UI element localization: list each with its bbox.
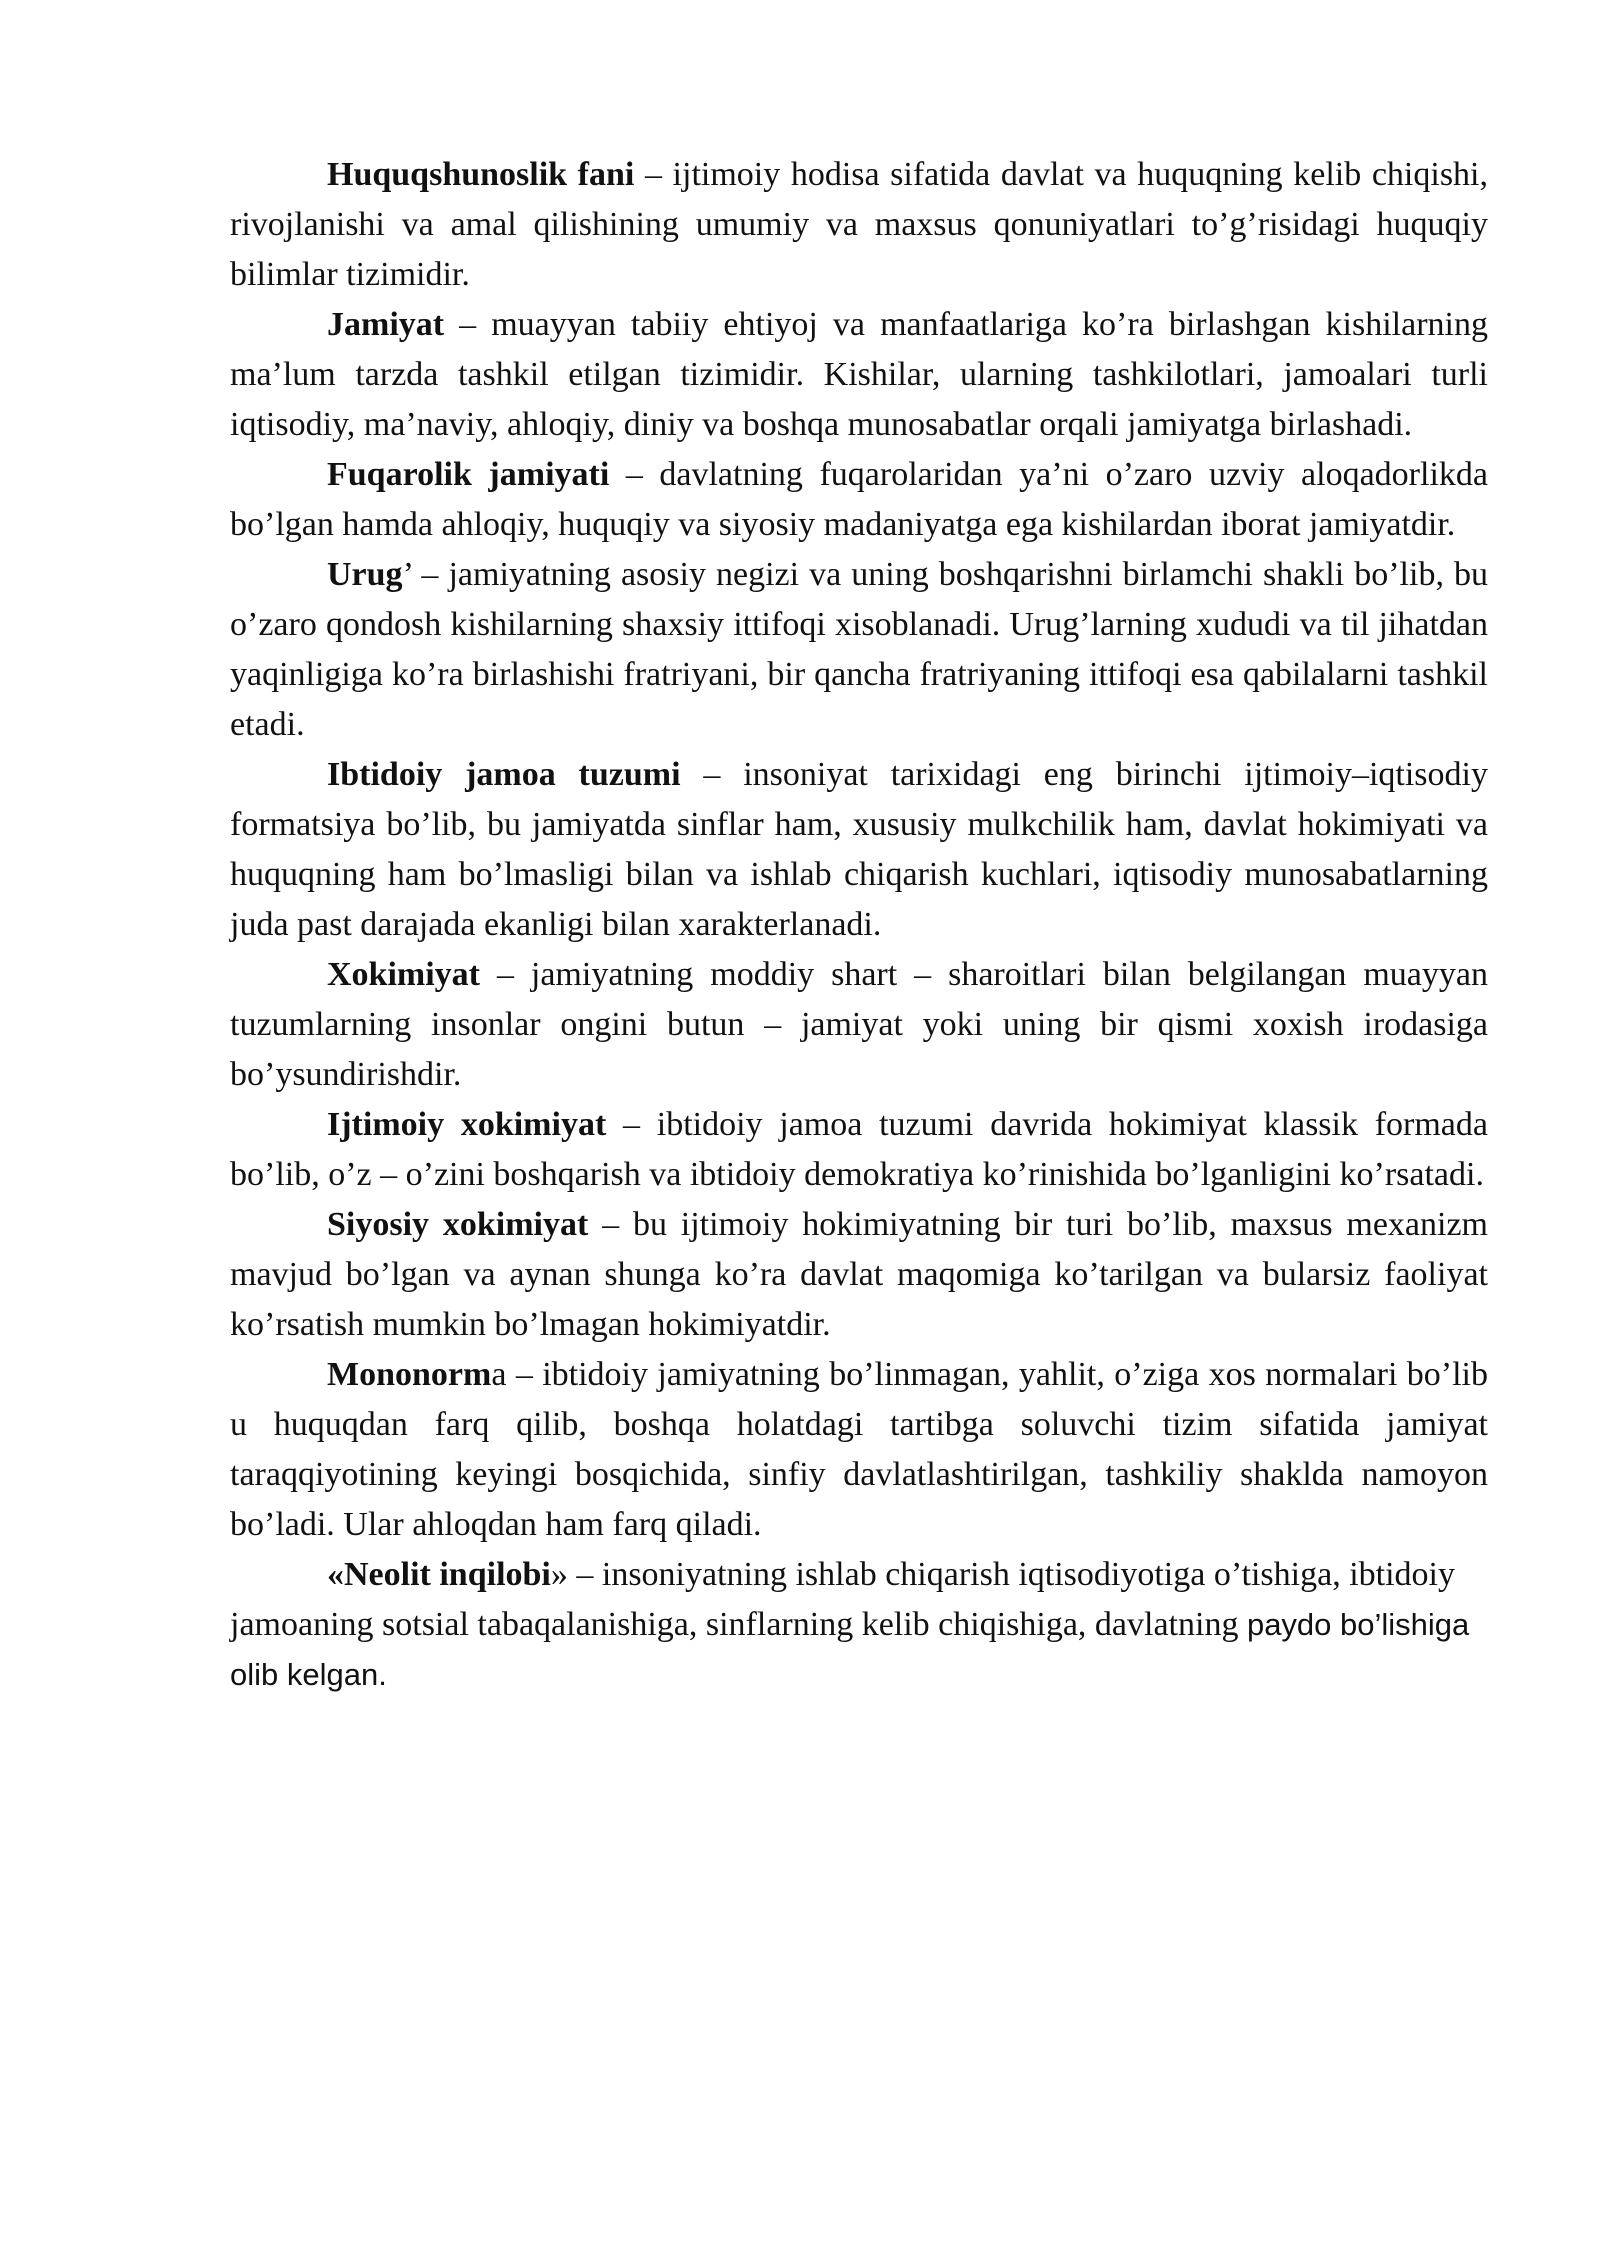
definition-text: » – insoniyatning ishlab chiqarish iqtisodiyotiga o’tishiga, ibtidoiy jamoaning sotsial tabaqalanishiga, sinflarning kelib chiqishiga, davlatning: [230, 1556, 1455, 1643]
paragraph-xokimiyat: [230, 950, 1488, 1100]
definition-text: – insoniyat tarixidagi eng birinchi ijtimoiy–iqtisodiy formatsiya bo’lib, bu jamiyatda sinflar ham, xususiy mulkchilik ham, davlat hokimiyati va huquqning ham bo’lmasligi bilan va ishlab chiqarish kuchlari, iqtisodiy munosabatlarning juda past darajada ekanligi bilan xarakterlanadi.: [230, 756, 1488, 943]
definition-text: – muayyan tabiiy ehtiyoj va manfaatlariga ko’ra birlashgan kishilarning ma’lum tarzda tashkil etilgan tizimidir. Kishilar, ularning tashkilotlari, jamoalari turli iqtisodiy, ma’naviy, ahloqiy, diniy va boshqa munosabatlar orqali jamiyatga birlashadi.: [230, 306, 1488, 443]
paragraph-fuqarolik-jamiyati: [230, 450, 1488, 550]
definition-text: ’ – jamiyatning asosiy negizi va uning boshqarishni birlamchi shakli bo’lib, bu o’zaro qondosh kishilarning shaxsiy ittifoqi xisoblanadi. Urug’larning xududi va til jihatdan yaqinligiga ko’ra birlashishi fratriyani, bir qancha fratriyaning ittifoqi esa qabilalarni tashkil etadi.: [230, 556, 1488, 743]
definition-tail-text: paydo bo’lishiga olib kelgan.: [230, 1607, 1470, 1692]
definition-text: – davlatning fuqarolaridan ya’ni o’zaro uzviy aloqadorlikda bo’lgan hamda ahloqiy, huquqiy va siyosiy madaniyatga ega kishilardan iborat jamiyatdir.: [230, 456, 1488, 543]
definition-text: – jamiyatning moddiy shart – sharoitlari bilan belgilangan muayyan tuzumlarning insonlar ongini butun – jamiyat yoki uning bir qismi xoxish irodasiga bo’ysundirishdir.: [230, 956, 1488, 1093]
term-siyosiy-xokimiyat: Siyosiy xokimiyat: [327, 1206, 589, 1243]
term-mononorma: Mononorm: [327, 1356, 492, 1393]
paragraph-huquqshunoslik-fani: [230, 150, 1488, 300]
paragraph-urug: [230, 550, 1488, 750]
document-body: [230, 150, 1488, 1700]
definition-text: a – ibtidoiy jamiyatning bo’linmagan, yahlit, o’ziga xos normalari bo’lib u huquqdan farq qilib, boshqa holatdagi tartibga soluvchi tizim sifatida jamiyat taraqqiyotining keyingi bosqichida, sinfiy davlatlashtirilgan, tashkiliy shaklda namoyon bo’ladi. Ular ahloqdan ham farq qiladi.: [230, 1356, 1488, 1543]
term-urug: Urug: [327, 556, 403, 593]
definition-text: – ibtidoiy jamoa tuzumi davrida hokimiyat klassik formada bo’lib, o’z – o’zini boshqarish va ibtidoiy demokratiya ko’rinishida bo’lganligini ko’rsatadi.: [230, 1106, 1488, 1193]
paragraph-neolit-inqilobi: [230, 1550, 1488, 1700]
paragraph-jamiyat: [230, 300, 1488, 450]
term-huquqshunoslik-fani: Huquqshunoslik fani: [327, 156, 635, 193]
term-ibtidoiy-jamoa-tuzumi: Ibtidoiy jamoa tuzumi: [327, 756, 681, 793]
definition-text: – bu ijtimoiy hokimiyatning bir turi bo’lib, maxsus mexanizm mavjud bo’lgan va aynan shunga ko’ra davlat maqomiga ko’tarilgan va bularsiz faoliyat ko’rsatish mumkin bo’lmagan hokimiyatdir.: [230, 1206, 1489, 1343]
paragraph-ibtidoiy-jamoa-tuzumi: [230, 750, 1488, 950]
term-fuqarolik-jamiyati: Fuqarolik jamiyati: [327, 456, 610, 493]
term-xokimiyat: Xokimiyat: [327, 956, 480, 993]
paragraph-mononorma: [230, 1350, 1488, 1550]
term-jamiyat: Jamiyat: [327, 306, 445, 343]
term-neolit-inqilobi: «Neolit inqilobi: [327, 1556, 551, 1593]
paragraph-ijtimoiy-xokimiyat: [230, 1100, 1488, 1200]
definition-text: – ijtimoiy hodisa sifatida davlat va huquqning kelib chiqishi, rivojlanishi va amal qilishining umumiy va maxsus qonuniyatlari to’g’risidagi huquqiy bilimlar tizimidir.: [230, 156, 1488, 293]
term-ijtimoiy-xokimiyat: Ijtimoiy xokimiyat: [327, 1106, 607, 1143]
paragraph-siyosiy-xokimiyat: [230, 1200, 1488, 1350]
